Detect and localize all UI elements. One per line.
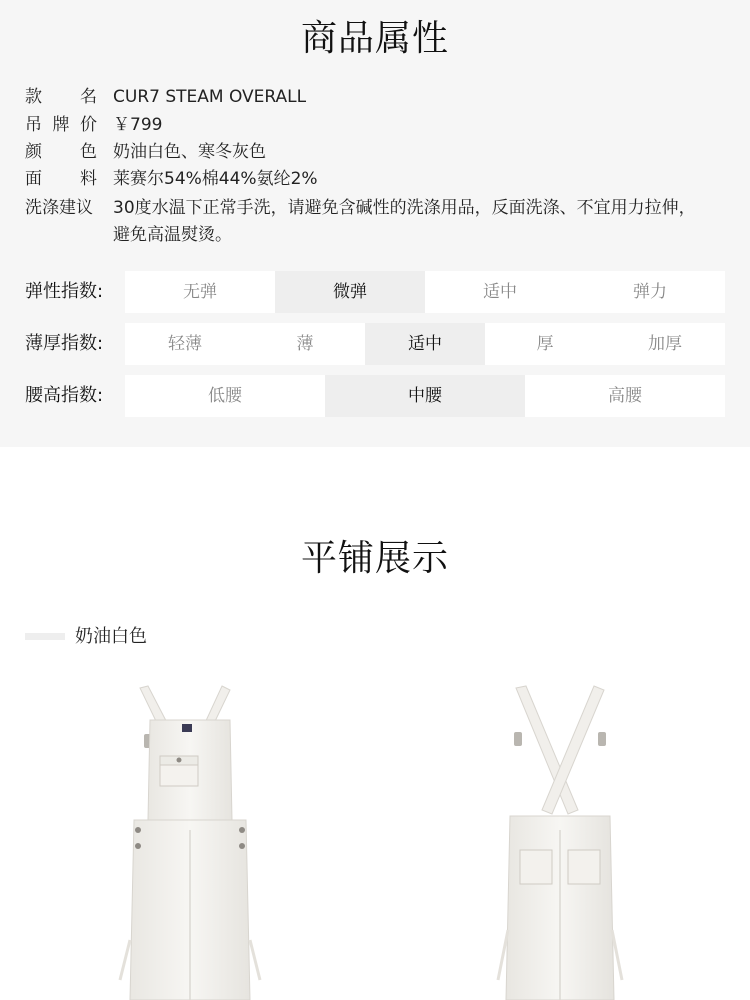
color-name-label: 奶油白色 <box>75 626 147 647</box>
scale-track <box>125 323 725 365</box>
scale-option: 厚 <box>536 334 554 354</box>
spec-value: ￥799 <box>113 115 163 135</box>
scale-option: 高腰 <box>608 386 642 406</box>
scale-label: 腰高指数: <box>25 385 104 406</box>
scale-track <box>125 271 725 313</box>
scale-option: 加厚 <box>648 334 682 354</box>
spec-key <box>25 166 97 193</box>
color-swatch-bar <box>25 633 65 640</box>
scale-label: 弹性指数: <box>25 281 104 302</box>
spec-key <box>25 112 97 139</box>
section-title-flat-display: 平铺展示 <box>300 538 449 579</box>
scale-option-selected: 适中 <box>365 323 485 365</box>
overall-back-image <box>490 680 630 1000</box>
scale-option: 适中 <box>483 282 517 302</box>
scale-label: 薄厚指数: <box>25 333 104 354</box>
spec-value: 奶油白色、寒冬灰色 <box>113 142 266 162</box>
spec-key: 洗涤建议 <box>25 198 93 218</box>
spec-key-char: 色 <box>80 142 97 162</box>
spec-key-char: 料 <box>80 169 97 189</box>
scale-row-waist <box>25 375 725 417</box>
spec-key-char: 价 <box>80 115 97 135</box>
scale-row-elasticity <box>25 271 725 313</box>
scale-option: 弹力 <box>633 282 667 302</box>
scale-row-thickness <box>25 323 725 365</box>
product-attributes-section <box>0 0 750 447</box>
spec-key-char: 牌 <box>52 115 70 135</box>
spec-value: CUR7 STEAM OVERALL <box>113 87 307 107</box>
spec-key <box>25 139 97 166</box>
spec-key-char: 名 <box>80 87 97 107</box>
scale-option: 无弹 <box>183 282 217 302</box>
spec-value: 30度水温下正常手洗，请避免含碱性的洗涤用品，反面洗涤、不宜用力拉伸，避免高温熨烫。 <box>113 198 696 245</box>
spec-key-char: 面 <box>25 169 42 189</box>
spec-key <box>25 84 97 111</box>
scale-track <box>125 375 725 417</box>
scale-option-selected: 微弹 <box>275 271 425 313</box>
scale-option: 轻薄 <box>168 334 202 354</box>
spec-value: 莱赛尔54%棉44%氨纶2% <box>113 169 318 189</box>
scale-option-selected: 中腰 <box>325 375 525 417</box>
spec-key-char: 吊 <box>25 115 42 135</box>
spec-key-char: 款 <box>25 87 42 107</box>
overall-front-image <box>110 680 270 1000</box>
scale-option: 薄 <box>296 334 314 354</box>
spec-key-char: 颜 <box>25 142 42 162</box>
section-title-attributes: 商品属性 <box>300 18 449 59</box>
scale-option: 低腰 <box>208 386 242 406</box>
